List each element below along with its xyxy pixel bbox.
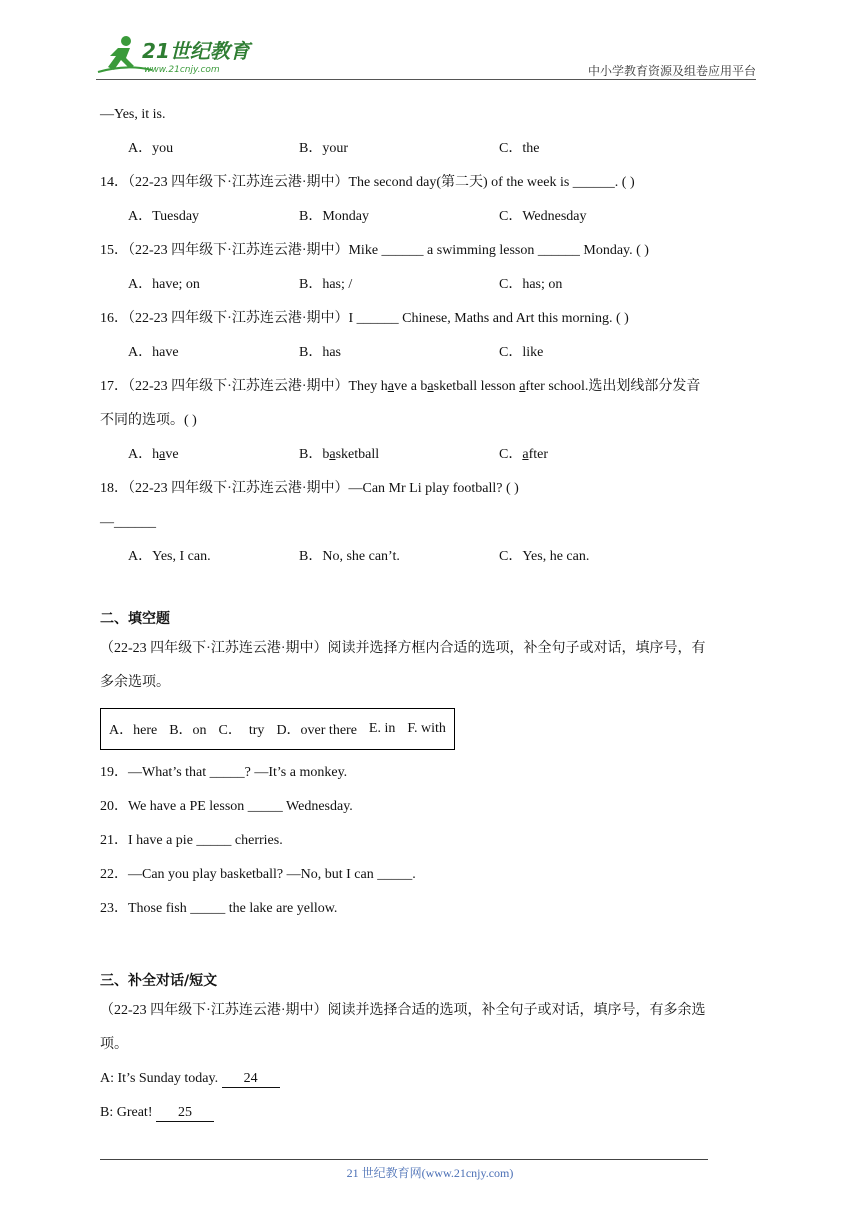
q17-option-a <box>128 440 179 470</box>
word-bank-item: E. in <box>368 721 396 736</box>
q16-option-a: A．have <box>128 345 179 360</box>
section-3-title: 三、补全对话/短文 <box>100 973 218 989</box>
blank-25: 25 <box>156 1105 214 1122</box>
site-logo <box>96 34 256 78</box>
q16-options <box>100 338 760 372</box>
dialogue-text: B: Great! <box>100 1105 156 1120</box>
header-divider <box>96 79 756 80</box>
q14-text: （22-23 四年级下·江苏连云港·期中）The second day(第二天) of the week is ______. ( ) <box>128 175 635 190</box>
q17-option-b <box>299 440 379 470</box>
q15-text: （22-23 四年级下·江苏连云港·期中）Mike ______ a swimming lesson ______ Monday. ( ) <box>128 243 649 258</box>
document-body <box>100 100 760 1132</box>
q18-option-b: B．No, she can’t. <box>299 549 400 564</box>
q18-option-c: C．Yes, he can. <box>499 549 590 564</box>
q14-stem <box>100 168 760 202</box>
option-underline: a <box>159 447 166 462</box>
word-bank-item: C． try <box>218 723 265 738</box>
section-2-intro: （22-23 四年级下·江苏连云港·期中）阅读并选择方框内合适的选项，补全句子或对话，填序号，有 <box>100 641 706 656</box>
q17-underlined-a: a <box>519 379 526 394</box>
q20: 20．We have a PE lesson _____ Wednesday. <box>100 799 353 814</box>
word-bank-item: A．here <box>109 723 158 738</box>
runner-logo-icon <box>96 34 256 78</box>
q17-option-c <box>499 440 548 470</box>
q21: 21．I have a pie _____ cherries. <box>100 833 283 848</box>
word-bank-item: B．on <box>169 723 207 738</box>
q18-answer-blank: —______ <box>100 515 156 530</box>
section-3-intro-cont: 项。 <box>100 1037 128 1052</box>
q17-number: 17． <box>100 379 128 394</box>
logo-text: 21世纪教育 <box>142 39 250 63</box>
q23: 23．Those fish _____ the lake are yellow. <box>100 901 338 916</box>
q14-option-c: C．Wednesday <box>499 209 587 224</box>
option-underline: a <box>329 447 336 462</box>
answer-line: —Yes, it is. <box>100 107 166 122</box>
q15-stem <box>100 236 760 270</box>
q15-option-a: A．have; on <box>128 277 200 292</box>
q17-text-part: They h <box>348 379 388 394</box>
q18-stem <box>100 474 760 508</box>
q13-options <box>100 134 760 168</box>
q16-number: 16． <box>100 311 128 326</box>
q16-stem <box>100 304 760 338</box>
q15-options <box>100 270 760 304</box>
q17-underlined-a: a <box>427 379 434 394</box>
logo-url: www.21cnjy.com <box>144 65 220 75</box>
q22: 22．—Can you play basketball? —No, but I can _____. <box>100 867 416 882</box>
q15-number: 15． <box>100 243 128 258</box>
section-3-intro: （22-23 四年级下·江苏连云港·期中）阅读并选择合适的选项，补全句子或对话，填序号，有多余选 <box>100 1003 706 1018</box>
q18-options <box>100 542 760 576</box>
q13-option-b: B．your <box>299 141 348 156</box>
footer-divider <box>100 1159 708 1160</box>
q15-option-b: B．has; / <box>299 277 353 292</box>
q14-option-b: B．Monday <box>299 209 369 224</box>
q19: 19．—What’s that _____? —It’s a monkey. <box>100 765 348 780</box>
dialogue-line-b <box>100 1098 760 1132</box>
q16-text: （22-23 四年级下·江苏连云港·期中）I ______ Chinese, Maths and Art this morning. ( ) <box>128 311 629 326</box>
q17-options <box>100 440 760 474</box>
q14-options <box>100 202 760 236</box>
option-suffix: ve <box>165 447 179 462</box>
blank-24: 24 <box>222 1071 280 1088</box>
word-bank-item: D．over there <box>276 723 357 738</box>
footer-text: 21 世纪教育网(www.21cnjy.com) <box>346 1166 514 1180</box>
q16-option-c: C．like <box>499 345 544 360</box>
dialogue-text: A: It’s Sunday today. <box>100 1071 222 1086</box>
q14-number: 14． <box>100 175 128 190</box>
q18-text: （22-23 四年级下·江苏连云港·期中）—Can Mr Li play football? ( ) <box>128 481 519 496</box>
option-underline: a <box>522 447 529 462</box>
q17-text-part: fter school.选出划线部分发音 <box>525 379 701 394</box>
dialogue-line-a <box>100 1064 760 1098</box>
q14-option-a: A．Tuesday <box>128 209 200 224</box>
q18-option-a: A．Yes, I can. <box>128 549 211 564</box>
word-bank-item: F. with <box>407 721 446 736</box>
option-prefix: A．h <box>128 447 160 462</box>
q17-text-part: ve a b <box>393 379 428 394</box>
q17-text-part: sketball lesson <box>433 379 520 394</box>
option-suffix: sketball <box>335 447 380 462</box>
q15-option-c: C．has; on <box>499 277 563 292</box>
word-bank-box <box>100 708 455 750</box>
section-2-intro-cont: 多余选项。 <box>100 675 170 690</box>
section-2-title: 二、填空题 <box>100 611 170 627</box>
option-prefix: C． <box>499 447 523 462</box>
option-prefix: B．b <box>299 447 330 462</box>
option-suffix: fter <box>528 447 548 462</box>
q13-option-c: C．the <box>499 141 540 156</box>
q17-stem-cont: 不同的选项。( ) <box>100 413 197 428</box>
q13-option-a: A．you <box>128 141 174 156</box>
q17-source: （22-23 四年级下·江苏连云港·期中） <box>128 379 349 394</box>
q17-underlined-a: a <box>387 379 394 394</box>
q17-stem <box>100 372 760 406</box>
q16-option-b: B．has <box>299 345 341 360</box>
q18-number: 18． <box>100 481 128 496</box>
header-platform-text: 中小学教育资源及组卷应用平台 <box>587 64 756 78</box>
